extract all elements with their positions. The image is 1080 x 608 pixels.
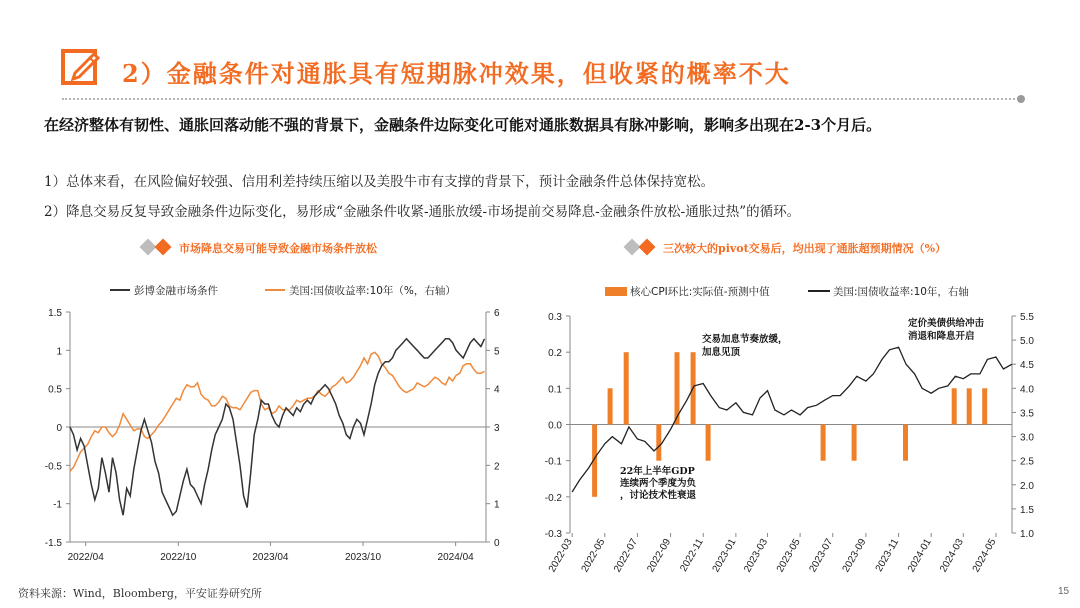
point-2: 2）降息交易反复导致金融条件边际变化，易形成“金融条件收紧-通胀放缓-市场提前交易降息-金融条件放松-通胀过热”的循环。: [44, 204, 801, 220]
chart2-x-tick-label: 2022-11: [678, 536, 706, 574]
chart1-left-tick-label: 1.5: [48, 308, 62, 319]
chart1-left-tick-label: 1: [56, 346, 62, 358]
chart2-right-tick-label: 3.5: [1020, 408, 1034, 420]
chart2-bar: [821, 425, 826, 461]
chart2-right-tick-label: 5.0: [1020, 336, 1034, 348]
chart1-left-tick-label: -1: [53, 499, 62, 511]
chart1-right-tick-label: 0: [494, 538, 500, 549]
chart1-right-tick-label: 5: [494, 346, 500, 358]
chart2-left-tick-label: -0.1: [544, 456, 562, 468]
chart2-annotation-3: 定价美债供给冲击消退和降息开启: [908, 318, 985, 342]
chart1-left-tick-label: 0.5: [48, 384, 62, 396]
chart2-bar: [967, 388, 972, 424]
point-1: 1）总体来看，在风险偏好较强、信用利差持续压缩以及美股牛市有支撑的背景下，预计金融条件总体保持宽松。: [44, 174, 715, 190]
chart1-legend-yield: 美国:国债收益率:10年（%，右轴）: [289, 285, 456, 297]
chart1-right-tick-label: 6: [494, 308, 500, 319]
page-number: 15: [1058, 586, 1070, 597]
chart2-x-tick-label: 2022-07: [612, 536, 641, 575]
chart2-left-tick-label: 0.3: [548, 312, 562, 323]
chart2-right-tick-label: 4.5: [1020, 360, 1034, 372]
chart2-x-tick-label: 2022-09: [645, 536, 674, 575]
chart2-right-tick-label: 2.0: [1020, 480, 1034, 492]
chart1-right-tick-label: 4: [494, 384, 500, 396]
chart1-x-tick-label: 2023/10: [344, 552, 382, 563]
chart2-annotation-2: 22年上半年GDP 连续两个季度为负，讨论技术性衰退: [620, 466, 697, 501]
chart1-right-tick-label: 1: [494, 499, 500, 511]
chart2-left-tick-label: 0.0: [548, 420, 562, 432]
chart1-left-tick-label: -1.5: [44, 538, 62, 549]
chart1-x-tick-label: 2024/04: [437, 552, 474, 563]
chart2-left-tick-label: 0.1: [548, 384, 562, 396]
chart2-right-tick-label: 5.5: [1020, 312, 1034, 323]
chart2-right-tick-label: 2.5: [1020, 456, 1034, 468]
chart2-bar: [952, 388, 957, 424]
chart2-x-tick-label: 2023-11: [873, 537, 902, 574]
chart2-x-tick-label: 2024-03: [938, 536, 966, 575]
chart2-bar: [656, 425, 661, 461]
chart2-bar: [608, 388, 613, 424]
lead-paragraph: 在经济整体有韧性、通胀回落动能不强的背景下，金融条件边际变化可能对通胀数据具有脉冲影响，影响多出现在2-3个月后。: [44, 116, 882, 134]
chart2-x-tick-label: 2022-05: [579, 537, 608, 575]
chart2-legend-swatch-bar: [605, 287, 627, 296]
chart2-left-tick-label: 0.2: [548, 348, 562, 360]
chart2-x-tick-label: 2023-03: [742, 537, 771, 575]
chart1-x-tick-label: 2022/10: [160, 552, 197, 563]
chart2-bar: [852, 425, 857, 461]
chart2-x-tick-label: 2023-09: [840, 536, 869, 575]
chart2-annotation-1: 交易加息节奏放缓，加息见顶: [702, 334, 788, 358]
slide-title: 2）金融条件对通胀具有短期脉冲效果，但收紧的概率不大: [122, 59, 791, 88]
source-note: 资料来源：Wind，Bloomberg，平安证券研究所: [18, 587, 262, 600]
chart2-x-tick-label: 2023-01: [710, 537, 739, 575]
chart2-right-tick-label: 1.0: [1020, 529, 1034, 540]
chart2-x-tick-label: 2023-07: [807, 536, 836, 575]
chart2-title: 三次较大的pivot交易后，均出现了通胀超预期情况（%）: [663, 242, 947, 255]
chart2-left-tick-label: -0.2: [544, 492, 562, 504]
chart2-right-tick-label: 4.0: [1020, 384, 1034, 396]
chart1-right-tick-label: 3: [494, 423, 500, 434]
chart1-x-tick-label: 2022/04: [67, 552, 104, 563]
chart1-x-tick-label: 2023/04: [252, 552, 289, 563]
chart2-bar: [982, 388, 987, 424]
chart2-legend-yield: 美国:国债收益率:10年，右轴: [833, 286, 969, 298]
chart2-x-tick-label: 2023-05: [774, 537, 803, 575]
chart2-left-tick-label: -0.3: [544, 529, 562, 540]
chart2-bar: [706, 425, 711, 461]
chart2-x-tick-label: 2022-03: [546, 536, 575, 575]
chart2-right-tick-label: 3.0: [1020, 432, 1034, 444]
chart1-title: 市场降息交易可能导致金融市场条件放松: [179, 242, 377, 255]
chart2-bar: [624, 352, 629, 424]
chart1-legend-fci: 彭博金融市场条件: [134, 285, 218, 297]
chart2-legend-cpi: 核心CPI环比:实际值-预测中值: [630, 286, 770, 298]
chart2-x-tick-label: 2024-05: [970, 536, 999, 575]
chart1-left-tick-label: -0.5: [44, 461, 62, 473]
chart2-bar: [903, 425, 908, 461]
chart2-right-tick-label: 1.5: [1020, 504, 1034, 516]
chart1-left-tick-label: 0: [56, 423, 62, 434]
chart1-right-tick-label: 2: [494, 461, 500, 473]
chart2-x-tick-label: 2024-01: [905, 537, 934, 575]
